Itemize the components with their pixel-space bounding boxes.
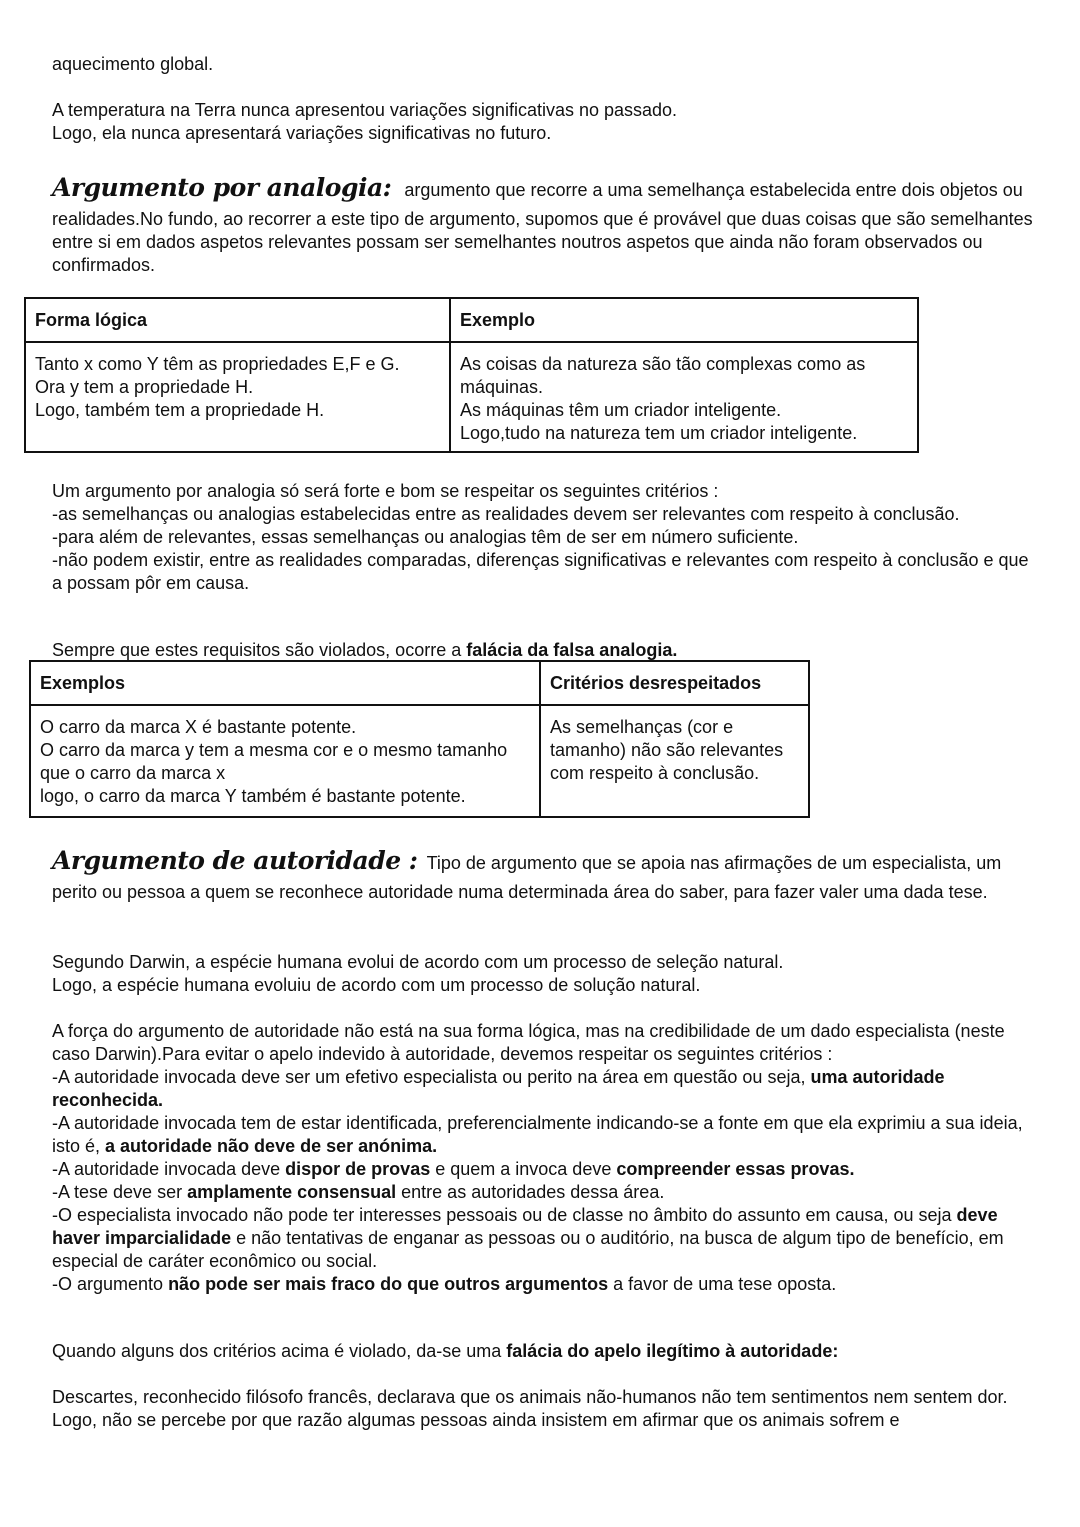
- analogia-section: [52, 170, 1042, 277]
- autoridade-definition-first: Tipo de argumento que se apoia nas afirmações de um especialista, um: [426, 853, 1002, 873]
- forma-line: Tanto x como Y têm as propriedades E,F e G.: [35, 354, 400, 374]
- autoridade-final-example: [52, 1386, 1042, 1432]
- autoridade-example: [52, 951, 1042, 997]
- autoridade-section: [52, 843, 1042, 904]
- exemplo-line: As coisas da natureza são tão complexas como as máquinas.: [460, 354, 866, 397]
- table-header-forma: Forma lógica: [25, 298, 450, 342]
- analogia-logic-table: [24, 297, 919, 453]
- analogia-fallacy: [52, 639, 1042, 662]
- exemplos-line: logo, o carro da marca Y também é bastante potente.: [40, 786, 466, 806]
- analogia-examples-table: [29, 660, 810, 818]
- intro-line: aquecimento global.: [52, 54, 214, 74]
- criteria-intro: A força do argumento de autoridade não está na sua forma lógica, mas na credibilidade de um dado especialista (neste caso Darwin).Para evitar o apelo indevido à autoridade, devemos respeitar os seguintes critérios :: [52, 1021, 1005, 1064]
- exemplos-line: O carro da marca y tem a mesma cor e o mesmo tamanho que o carro da marca x: [40, 740, 508, 783]
- analogia-heading: Argumento por analogia:: [52, 173, 392, 202]
- fallacy-name: falácia do apelo ilegítimo à autoridade:: [506, 1341, 839, 1361]
- analogia-definition-rest: realidades.No fundo, ao recorrer a este tipo de argumento, supomos que é provável que duas coisas que são semelhantes entre si em dados aspetos relevantes possam ser semelhantes noutros aspetos que ainda não foram observados ou confirmados.: [52, 209, 1033, 275]
- criteria-intro: Um argumento por analogia só será forte e bom se respeitar os seguintes critérios :: [52, 481, 719, 501]
- table-cell-criterios: As semelhanças (cor e tamanho) não são relevantes com respeito à conclusão.: [540, 705, 809, 817]
- exemplo-line: Logo,tudo na natureza tem um criador inteligente.: [460, 423, 858, 443]
- criteria-item: -A autoridade invocada tem de estar identificada, preferencialmente indicando-se a fonte em que ela exprimiu a sua ideia, isto é, a autoridade não deve de ser anónima.: [52, 1113, 1023, 1156]
- analogia-definition-first: argumento que recorre a uma semelhança estabelecida entre dois objetos ou: [404, 180, 1023, 200]
- analogia-criteria: [52, 480, 1042, 595]
- example-conclusion: Logo, a espécie humana evoluiu de acordo com um processo de solução natural.: [52, 975, 701, 995]
- example-premise: Descartes, reconhecido filósofo francês, declarava que os animais não-humanos não tem sentimentos nem sentem dor.: [52, 1387, 1008, 1407]
- criteria-item: -O especialista invocado não pode ter interesses pessoais ou de classe no âmbito do assunto em causa, ou seja deve haver imparcialidade e não tentativas de enganar as pessoas ou o auditório, na busca de algum tipo de benefício, em especial de caráter econômico ou social.: [52, 1205, 1004, 1271]
- autoridade-heading: Argumento de autoridade :: [52, 846, 418, 875]
- table-cell-exemplos: [30, 705, 540, 817]
- table-cell-forma: [25, 342, 450, 452]
- table-header-exemplos: Exemplos: [30, 661, 540, 705]
- criteria-item: -O argumento não pode ser mais fraco do que outros argumentos a favor de uma tese oposta.: [52, 1274, 837, 1294]
- fallacy-intro: Quando alguns dos critérios acima é violado, da-se uma: [52, 1341, 507, 1361]
- criteria-item: -A autoridade invocada deve ser um efetivo especialista ou perito na área em questão ou seja, uma autoridade reconhecida.: [52, 1067, 945, 1110]
- example-conclusion: Logo, ela nunca apresentará variações significativas no futuro.: [52, 123, 552, 143]
- exemplos-line: O carro da marca X é bastante potente.: [40, 717, 357, 737]
- intro-text: [52, 53, 1042, 76]
- table-header-exemplo: Exemplo: [450, 298, 918, 342]
- example-conclusion: Logo, não se percebe por que razão algumas pessoas ainda insistem em afirmar que os animais sofrem e: [52, 1410, 900, 1430]
- fallacy-name: falácia da falsa analogia.: [466, 640, 678, 660]
- autoridade-fallacy: [52, 1340, 1042, 1363]
- criteria-item: -as semelhanças ou analogias estabelecidas entre as realidades devem ser relevantes com respeito à conclusão.: [52, 504, 960, 524]
- forma-line: Ora y tem a propriedade H.: [35, 377, 254, 397]
- forma-line: Logo, também tem a propriedade H.: [35, 400, 325, 420]
- example-temperature: [52, 99, 1042, 145]
- table-header-criterios: Critérios desrespeitados: [540, 661, 809, 705]
- criteria-item: -não podem existir, entre as realidades comparadas, diferenças significativas e relevantes com respeito à conclusão e que a possam pôr em causa.: [52, 550, 1029, 593]
- autoridade-criteria: [52, 1020, 1042, 1296]
- criteria-item: -A tese deve ser amplamente consensual entre as autoridades dessa área.: [52, 1182, 665, 1202]
- table-cell-exemplo: [450, 342, 918, 452]
- exemplo-line: As máquinas têm um criador inteligente.: [460, 400, 782, 420]
- criteria-item: -para além de relevantes, essas semelhanças ou analogias têm de ser em número suficiente.: [52, 527, 799, 547]
- criteria-item: -A autoridade invocada deve dispor de provas e quem a invoca deve compreender essas provas.: [52, 1159, 855, 1179]
- fallacy-intro: Sempre que estes requisitos são violados, ocorre a: [52, 640, 467, 660]
- example-premise: Segundo Darwin, a espécie humana evolui de acordo com um processo de seleção natural.: [52, 952, 784, 972]
- autoridade-definition-rest: perito ou pessoa a quem se reconhece autoridade numa determinada área do saber, para fazer valer uma dada tese.: [52, 882, 988, 902]
- example-premise: A temperatura na Terra nunca apresentou variações significativas no passado.: [52, 100, 678, 120]
